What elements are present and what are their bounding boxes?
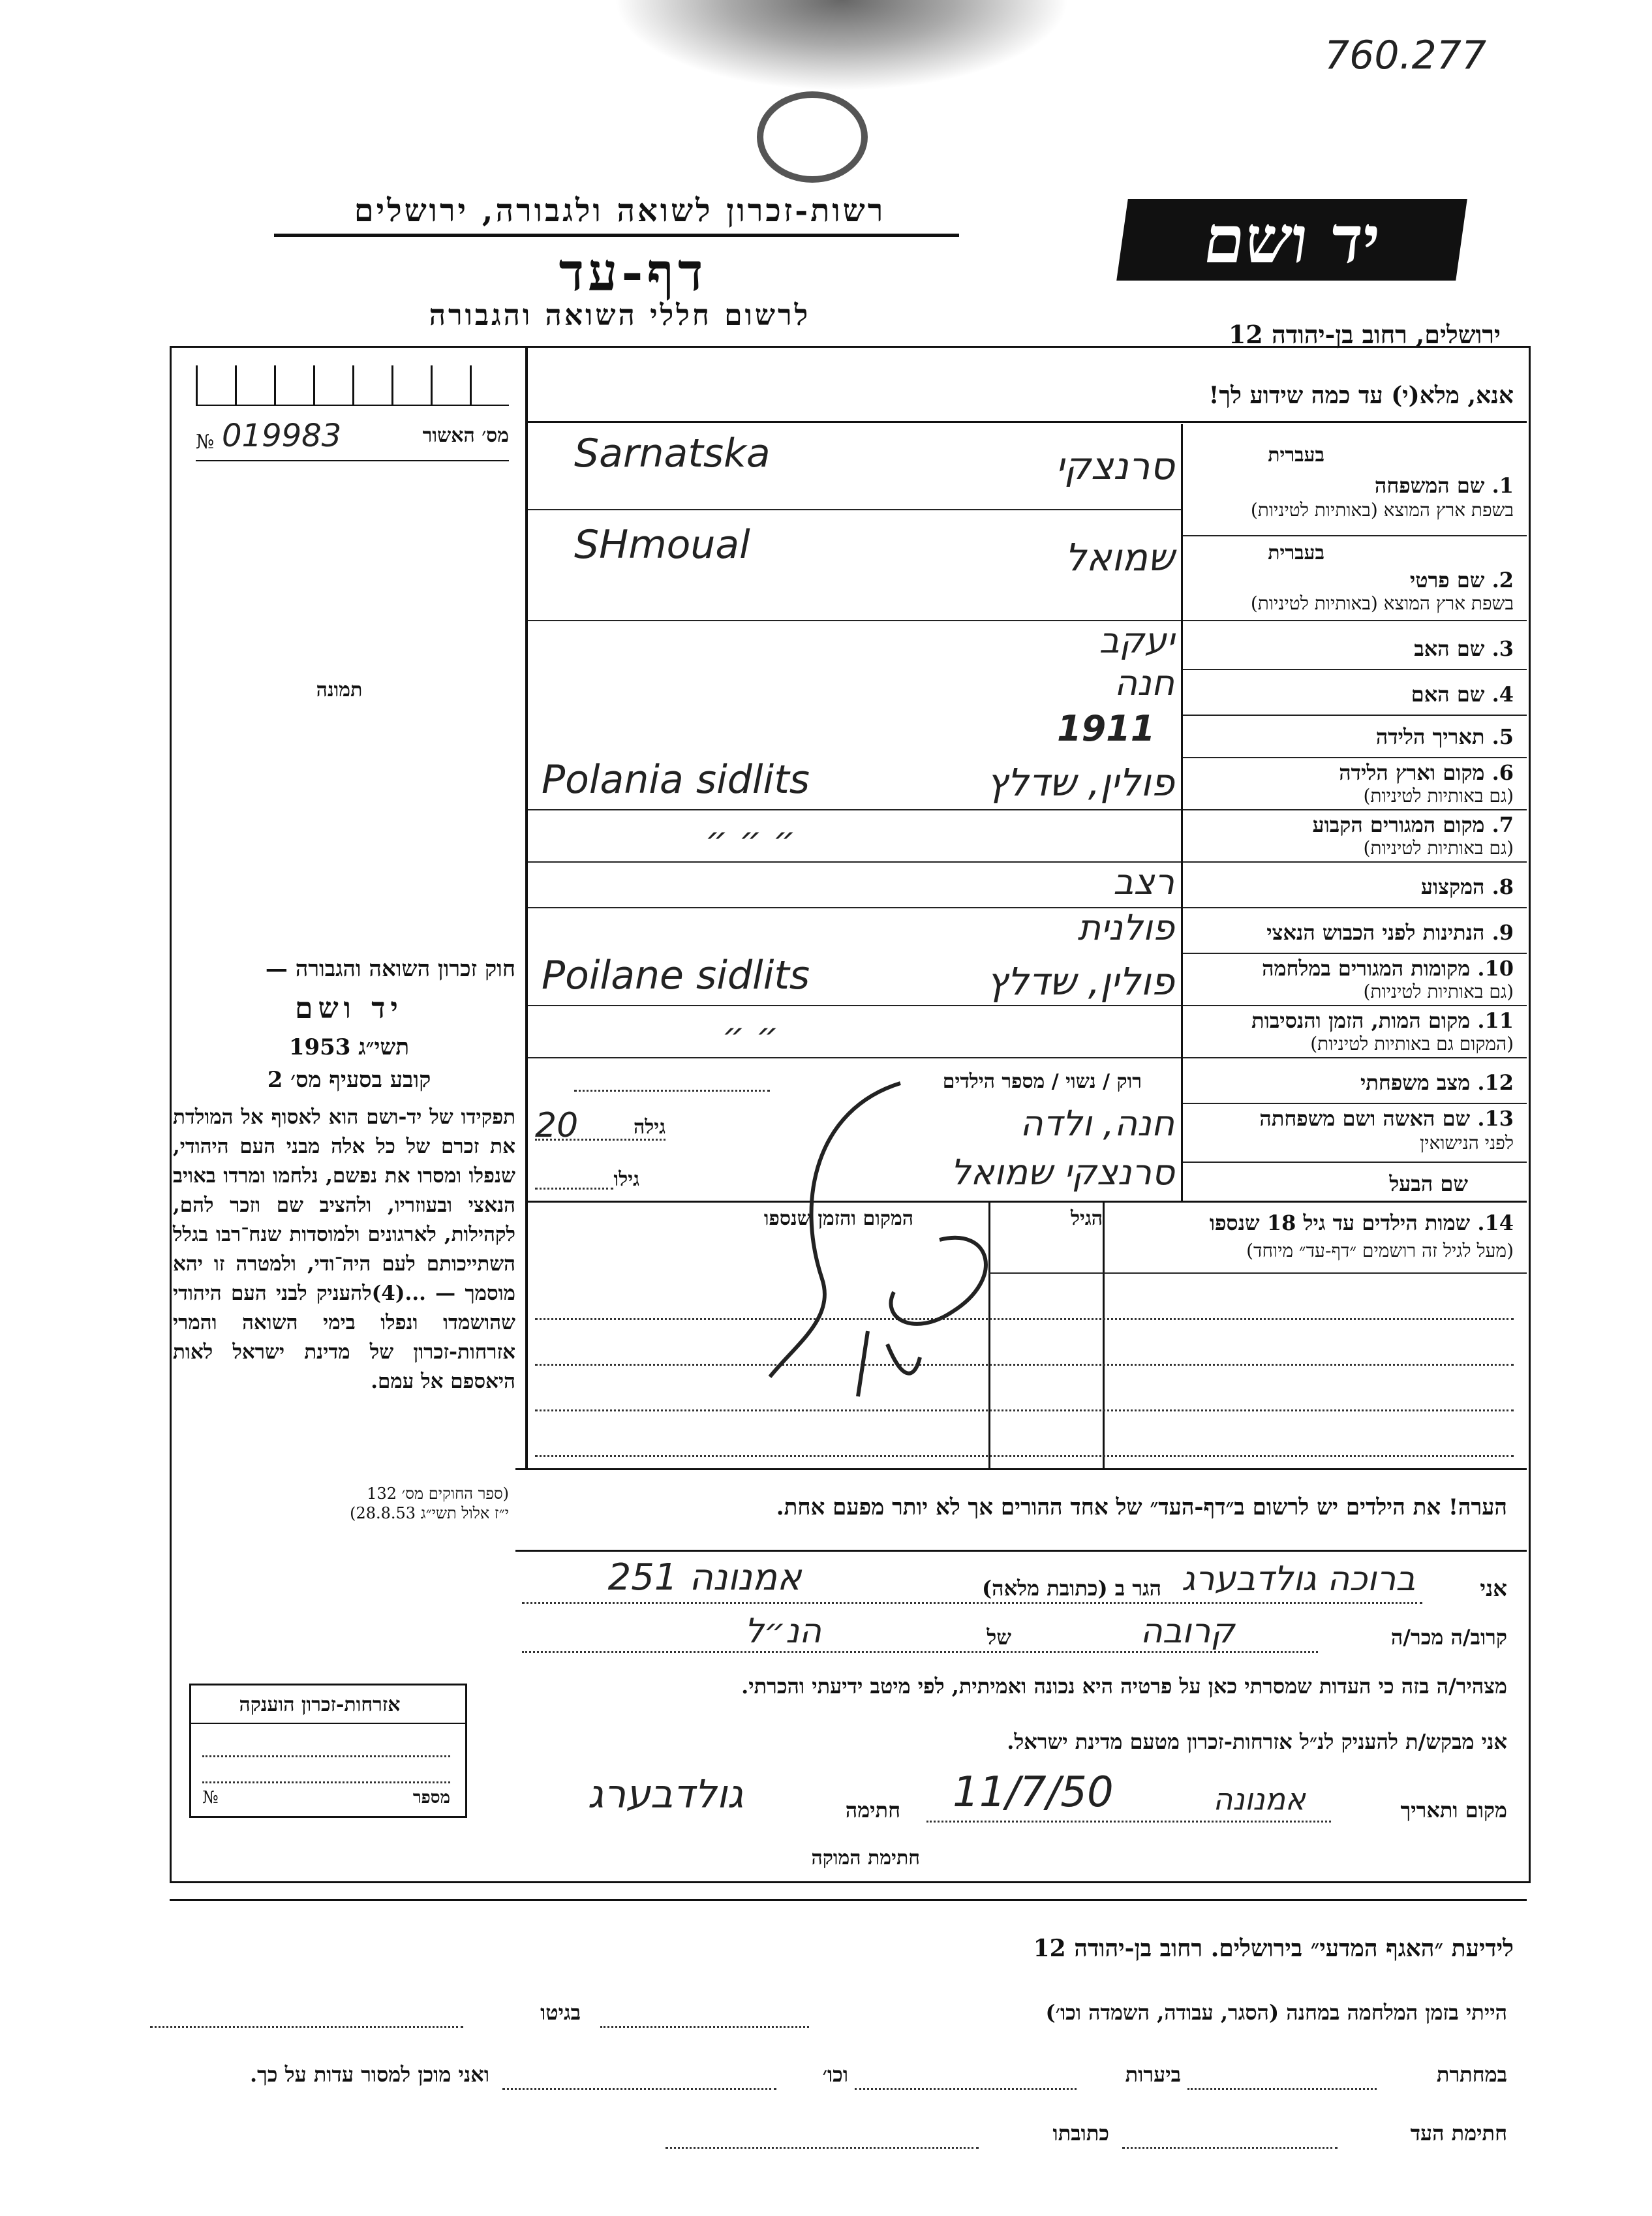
children-row-3: [535, 1409, 1514, 1411]
field-2-label: 2. שם פרטי: [1409, 568, 1514, 592]
children-col-sep-1: [1103, 1203, 1105, 1470]
law-clause: קובע בסעיף מס׳ 2: [267, 1067, 431, 1093]
field-8-value[interactable]: רצב: [1113, 861, 1174, 902]
request-text: אני מבקש/ת להעניק לנ״ל אזרחות-זכרון מטעם מדינת ישראל.: [1007, 1729, 1507, 1754]
witness-etc: וכו׳: [822, 2062, 848, 2087]
field-10-sub: (גם באותיות לטיניות): [1363, 981, 1514, 1002]
children-col-age: הגיל: [1070, 1207, 1103, 1230]
note-top-rule: [515, 1468, 1527, 1470]
approval-ticks: [196, 365, 509, 406]
husband-age-dots: [535, 1188, 613, 1190]
sep-11: [1183, 1057, 1527, 1058]
photo-label: תמונה: [316, 679, 363, 701]
sep-12: [1183, 1103, 1527, 1104]
field-3-value[interactable]: יעקב: [1099, 620, 1174, 661]
declarant-address[interactable]: אמנונה 251: [607, 1556, 802, 1599]
field-10-label: 10. מקומות המגורים במלחמה: [1262, 956, 1514, 981]
declarant-i-label: אני: [1480, 1576, 1507, 1602]
field-4-value[interactable]: חנה: [1114, 662, 1174, 703]
field-11-sub: (המקום גם באותיות לטיניות): [1310, 1033, 1514, 1054]
sep-10: [1183, 1005, 1527, 1006]
signature[interactable]: גולדבערג: [587, 1772, 744, 1817]
declarant-relation[interactable]: קרובה: [1140, 1612, 1235, 1651]
sep-4: [1183, 715, 1527, 716]
sep-5: [1183, 757, 1527, 758]
field-5-value[interactable]: 1911: [1057, 708, 1155, 749]
note: הערה! את הילדים יש לרשום ב״דף-העד״ של אחד ההורים אך לא יותר מפעם אחת.: [776, 1494, 1507, 1520]
children-row-4: [535, 1455, 1514, 1457]
field-13-value[interactable]: חנה, ולדה: [1020, 1103, 1174, 1144]
witness-forests-dots: [855, 2088, 1077, 2090]
punch-hole: [757, 91, 868, 183]
witness-camp-dots: [600, 2026, 809, 2028]
handwritten-scrawl: [718, 1070, 1044, 1409]
archive-number: 760.277: [1324, 33, 1487, 78]
witness-ghetto-dots: [150, 2026, 463, 2028]
field-11-value[interactable]: ״ ״: [722, 1015, 779, 1056]
field-4-label: 4. שם האם: [1411, 682, 1514, 707]
witness-title: לידיעת ״האגף המדעי״ בירושלים. רחוב בן-יהודה 12: [1033, 1935, 1514, 1962]
law-name: יד ושם: [295, 992, 403, 1025]
law-ref-2: י״ז אלול תשי״ג 28.8.53): [350, 1504, 509, 1522]
approval-number: 019983: [222, 418, 342, 454]
date-value[interactable]: 11/7/50: [953, 1768, 1114, 1817]
approval-no: №: [196, 431, 215, 454]
declarant-name-dots: [522, 1602, 1422, 1604]
age-label: גילה: [633, 1116, 665, 1139]
field-12-options: רוק / נשוי / מספר הילדים: [942, 1070, 1142, 1093]
law-year: תשי״ג 1953: [288, 1034, 410, 1060]
sep-8: [1183, 907, 1527, 908]
sep-3: [1183, 669, 1527, 670]
value-rule-3: [528, 809, 1181, 810]
declarant-resident-label: הגר ב (כתובת מלאה): [982, 1576, 1161, 1601]
sep-1: [1183, 535, 1527, 536]
field-6-sub: (גם באותיות לטיניות): [1363, 785, 1514, 807]
field-6-hebrew[interactable]: פולין, שדלץ: [987, 760, 1174, 805]
witness-underground: במחתרת: [1436, 2062, 1507, 2087]
declarant-relative-label: קרוב/ה מכר/ה: [1390, 1625, 1507, 1650]
field-6-label: 6. מקום וארץ הלידה: [1339, 760, 1514, 785]
smudge: [613, 0, 1070, 91]
citizenship-dots-1: [202, 1755, 450, 1757]
value-rule-1: [528, 509, 1181, 510]
husband-label: שם הבעל: [1389, 1171, 1468, 1196]
field-6-latin[interactable]: Polania sidlits: [542, 757, 810, 803]
sep-13: [1183, 1162, 1527, 1163]
sep-7: [1183, 861, 1527, 863]
hebrew-label-1: בעברית: [1268, 444, 1324, 467]
witness-address-label: כתובתו: [1052, 2121, 1109, 2146]
approval-label: מס׳ האשור: [422, 424, 509, 447]
citizenship-box-number: מספר: [412, 1788, 450, 1808]
age-value[interactable]: 20: [535, 1106, 579, 1145]
form-subtitle: לרשום חללי השואה והגבורה: [429, 299, 811, 332]
witness-ghetto: בגיטו: [540, 2000, 581, 2025]
field-1-label: 1. שם המשפחה: [1374, 473, 1514, 498]
declaration-text: מצהיר/ה בזה כי העדות שמסרתי כאן על פרטיה היא נכונה ואמיתית, לפי מיטב ידיעתי והכרתי.: [741, 1674, 1507, 1699]
field-7-value[interactable]: ״ ״ ״: [705, 819, 796, 860]
value-rule-6: [528, 1005, 1181, 1006]
children-header-rule: [988, 1272, 1527, 1274]
place-value[interactable]: אמנונה: [1213, 1781, 1306, 1817]
field-14-sub: (מעל לגיל זה רושמים ״דף-עד״ מיוחד): [1246, 1240, 1514, 1261]
field-8-label: 8. המקצוע: [1420, 874, 1514, 899]
field-13-label: 13. שם האשה ושם משפחתה: [1259, 1106, 1514, 1131]
hebrew-label-2: בעברית: [1268, 542, 1324, 564]
witness-forests: ביערות: [1125, 2062, 1181, 2087]
children-col-place: המקום והזמן שנספו: [763, 1207, 913, 1230]
field-2-latin[interactable]: SHmoual: [574, 522, 750, 568]
field-2-sub: בשפת ארץ המוצא (באותיות לטיניות): [1250, 592, 1514, 614]
field-3-label: 3. שם האב: [1414, 636, 1514, 661]
field-9-label: 9. הנתינות לפני הכבוש הנאצי: [1266, 920, 1514, 945]
field-2-hebrew[interactable]: שמואל: [1064, 535, 1174, 579]
law-ref-1: (ספר החוקים מס׳ 132: [367, 1485, 509, 1503]
approval-underline: [196, 460, 509, 461]
yad-vashem-logo: יד ושם: [1116, 199, 1467, 281]
sep-2: [1183, 620, 1527, 621]
institution-underline: [274, 234, 959, 237]
official-signature-label: חתימת המוקה: [811, 1847, 920, 1870]
husband-age: גילו: [613, 1168, 639, 1191]
sep-6: [1183, 809, 1527, 810]
age-dots: [535, 1139, 665, 1141]
witness-top-rule: [170, 1899, 1527, 1901]
label-column-separator: [1181, 424, 1183, 1201]
citizenship-dots-2: [202, 1781, 450, 1783]
field-9-value[interactable]: פולנית: [1077, 907, 1174, 948]
witness-ready: ואני מוכן למסור עדות על כך.: [249, 2062, 489, 2087]
witness-address-dots: [665, 2147, 979, 2149]
instruction: אנא, מלא(י) עד כמה שידוע לך!: [1208, 382, 1514, 409]
citizenship-box-rule: [189, 1723, 467, 1724]
sep-9: [1183, 953, 1527, 954]
citizenship-box-title: אזרחות-זכרון הוענקה: [239, 1693, 401, 1716]
field-7-sub: (גם באותיות לטיניות): [1363, 837, 1514, 859]
signature-label: חתימה: [845, 1798, 900, 1823]
law-title: חוק זכרון השואה והגבורה —: [265, 956, 515, 982]
place-date-label: מקום ותאריך: [1400, 1798, 1507, 1823]
field-10-hebrew[interactable]: פולין, שדלץ: [987, 959, 1174, 1004]
witness-sign-dots: [1122, 2147, 1338, 2149]
husband-value[interactable]: סרנצקי שמואל: [950, 1152, 1174, 1193]
declarant-of-label: של: [987, 1625, 1011, 1650]
field-1-hebrew[interactable]: סרנצקי: [1055, 444, 1174, 488]
form-title: דף-עד: [558, 241, 707, 303]
field-10-latin[interactable]: Poilane sidlits: [542, 953, 810, 998]
field-1-latin[interactable]: Sarnatska: [574, 431, 771, 476]
field-14-label: 14. שמות הילדים עד גיל 18 שנספו: [1209, 1210, 1514, 1235]
witness-line-1: הייתי בזמן המלחמה במחנה (הסגר, עבודה, השמדה וכו׳): [1045, 2000, 1507, 2025]
declarant-of-value[interactable]: הנ״ל: [744, 1612, 821, 1651]
declarant-name[interactable]: ברוכה גולדבערג: [1181, 1560, 1416, 1599]
header-address: ירושלים, רחוב בן-יהודה 12: [1228, 320, 1501, 349]
field-1-sub: בשפת ארץ המוצא (באותיות לטיניות): [1250, 499, 1514, 521]
note-bottom-rule: [515, 1550, 1527, 1552]
law-text: תפקידו של יד-ושם הוא לאסוף אל המולדת את זכרם של כל אלה מבני העם היהודי, שנפלו ומסרו את נפשם, נלחמו ומרדו באויב הנאצי ובעוזריו, ולהציב שם וזכר להם, לקהילות, לארגונים ולמוסדות שנח־רבו בגלל השתייכותם לעם היה־ודי, ולמטרה זו יהא מוסמך — ...(4)להעניק לבני העם היהודי שהושמדו ונפלו בימי השואה והמרי אזרחות-זכרון של מדינת ישראל לאות היאספם אל עמם.: [173, 1105, 515, 1393]
value-rule-7: [528, 1057, 1181, 1058]
field-7-label: 7. מקום המגורים הקבוע: [1312, 812, 1514, 837]
institution-name: רשות-זכרון לשואה ולגבורה, ירושלים: [354, 192, 886, 229]
field-12-label: 12. מצב משפחתי: [1360, 1070, 1514, 1095]
field-13-sub: לפני הנישואין: [1420, 1132, 1514, 1154]
witness-underground-dots: [1187, 2088, 1377, 2090]
declarant-relative-dots: [522, 1651, 1318, 1653]
place-date-dots: [926, 1821, 1331, 1823]
witness-etc-dots: [502, 2088, 776, 2090]
instruction-rule: [528, 421, 1527, 423]
witness-sign-label: חתימת העד: [1410, 2121, 1507, 2146]
field-5-label: 5. תאריך הלידה: [1375, 724, 1514, 749]
field-11-label: 11. מקום המות, הזמן והנסיבות: [1251, 1008, 1514, 1033]
citizenship-box-no: №: [202, 1788, 219, 1808]
